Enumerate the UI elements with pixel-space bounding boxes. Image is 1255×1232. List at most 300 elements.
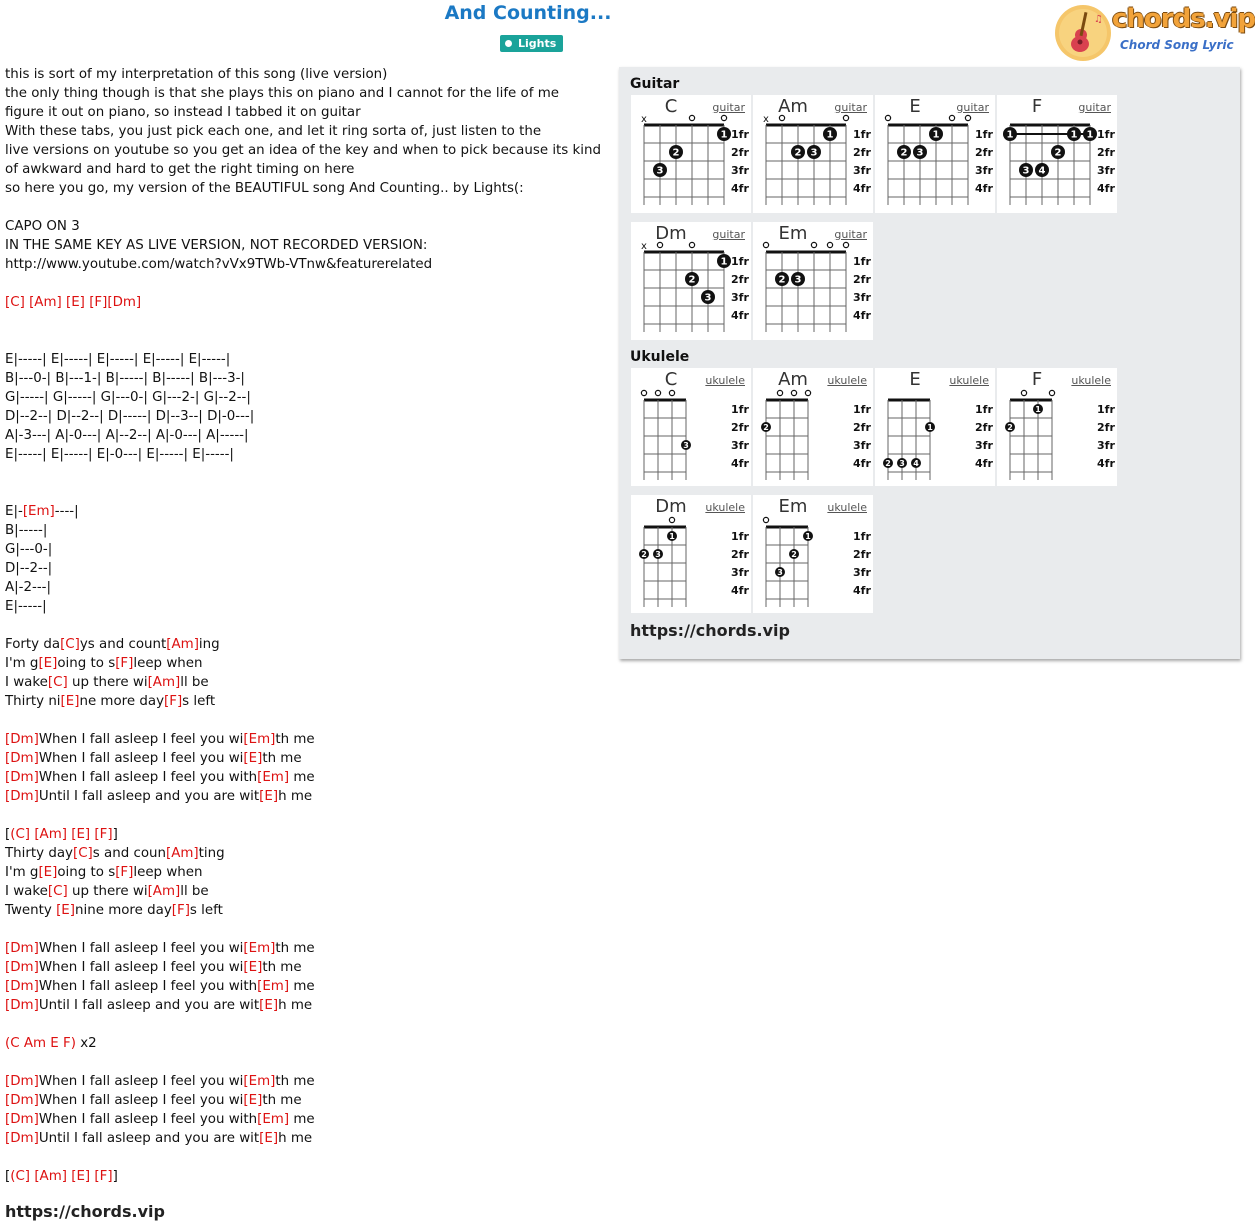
fretboard-diagram [631, 495, 751, 613]
chord-label[interactable]: [Am] [166, 846, 199, 861]
finger-number: 2 [794, 147, 802, 159]
open-string-marker [669, 390, 674, 395]
chord-name: F [1031, 369, 1043, 390]
open-string-marker [777, 390, 782, 395]
song-line [5, 1053, 601, 1072]
chord-label[interactable]: [E] [71, 827, 91, 842]
fret-number-label: 1fr [975, 128, 993, 141]
lyric-text: ] [112, 1169, 118, 1184]
chord-label[interactable]: [Am] [34, 827, 67, 842]
finger-number: 1 [927, 422, 933, 432]
fret-number-label: 4fr [975, 182, 993, 195]
chord-label[interactable]: [Dm] [5, 1131, 39, 1146]
song-line [5, 179, 601, 198]
lyric-text: me [289, 1112, 315, 1127]
song-line [5, 578, 601, 597]
lyric-text: leep when [133, 656, 203, 671]
chord-label[interactable]: [Em] [243, 732, 276, 747]
lyric-text: When I fall asleep I feel you wi [38, 1074, 244, 1089]
lyric-text: leep when [133, 865, 203, 880]
lyric-text: [ [5, 1169, 11, 1184]
fretboard-diagram [753, 95, 873, 213]
fret-number-label: 3fr [1097, 439, 1115, 452]
site-logo[interactable] [1054, 2, 1255, 64]
lyric-text: h me [278, 998, 313, 1013]
open-string-marker [949, 115, 954, 120]
song-line [5, 407, 601, 426]
chord-label[interactable]: [Em] [22, 504, 55, 519]
open-string-marker [1049, 390, 1054, 395]
chord-label[interactable]: [C] [60, 637, 80, 652]
lyric-text: CAPO ON 3 [5, 219, 80, 234]
chord-label[interactable]: [Am] [29, 295, 62, 310]
song-line [5, 122, 601, 141]
panel-url[interactable]: https://chords.vip [630, 621, 790, 640]
chord-name: E [909, 96, 921, 117]
ukulele-section-label: Ukulele [630, 349, 690, 365]
song-line [5, 103, 601, 122]
fret-number-label: 3fr [853, 291, 871, 304]
song-line [5, 1072, 601, 1091]
chord-diagram-am-guitar[interactable] [753, 95, 873, 213]
lyric-text: When I fall asleep I feel you with [38, 1112, 258, 1127]
guitar-section-label: Guitar [630, 76, 680, 92]
fret-number-label: 4fr [975, 457, 993, 470]
chord-diagram-e-guitar[interactable] [875, 95, 995, 213]
chord-label[interactable]: [Am] [147, 675, 181, 690]
chord-label[interactable]: [Dm] [5, 732, 39, 747]
song-line [5, 274, 601, 293]
fret-number-label: 4fr [731, 584, 749, 597]
instrument-link[interactable]: guitar [834, 228, 867, 241]
finger-number: 3 [683, 440, 689, 450]
fret-number-label: 4fr [853, 584, 871, 597]
instrument-link[interactable]: guitar [956, 101, 989, 114]
lyric-text: x2 [75, 1036, 97, 1051]
song-line [5, 1034, 601, 1053]
fret-number-label: 4fr [731, 309, 749, 322]
song-line [5, 464, 601, 483]
chord-label[interactable]: [F] [115, 656, 134, 671]
open-string-marker [669, 517, 674, 522]
chord-label[interactable]: [Dm] [5, 941, 39, 956]
muted-string-marker: x [763, 114, 769, 125]
chord-label[interactable]: (C] [10, 827, 31, 842]
fretboard-diagram [753, 495, 873, 613]
finger-number: 2 [1054, 147, 1062, 159]
chord-name: C [664, 369, 678, 390]
lyric-text: this is sort of my interpretation of this song (live version) [5, 67, 388, 82]
fret-number-label: 2fr [731, 421, 749, 434]
footer-url[interactable]: https://chords.vip [5, 1202, 165, 1221]
song-line [5, 559, 601, 578]
chord-label[interactable]: [Am] [166, 637, 199, 652]
user-icon [505, 40, 512, 47]
open-string-marker [827, 242, 832, 247]
song-line [5, 312, 601, 331]
open-string-marker [689, 115, 694, 120]
song-line [5, 730, 601, 749]
lyric-text: th me [262, 751, 302, 766]
lyric-text: th me [262, 960, 302, 975]
chord-label[interactable]: [Dm] [5, 960, 39, 975]
lyric-text: E|-----| [5, 599, 47, 614]
instrument-link[interactable]: ukulele [949, 374, 989, 387]
fret-number-label: 2fr [731, 146, 749, 159]
lyric-text: of awkward and hard to get the right timing on here [5, 162, 355, 177]
fret-number-label: 4fr [731, 182, 749, 195]
lyric-text: ting [198, 846, 225, 861]
chord-label[interactable]: [C] [5, 295, 25, 310]
chord-label[interactable]: [E] [38, 865, 58, 880]
fret-number-label: 3fr [853, 566, 871, 579]
chord-label[interactable]: [F] [115, 865, 134, 880]
lyric-text: D|--2--| [5, 561, 53, 576]
fret-number-label: 2fr [975, 421, 993, 434]
artist-name[interactable]: Lights [518, 37, 557, 50]
song-line [5, 293, 601, 312]
chord-diagram-c-guitar[interactable] [631, 95, 751, 213]
chord-label[interactable]: [Em] [257, 979, 290, 994]
open-string-marker [1021, 390, 1026, 395]
instrument-link[interactable]: ukulele [1071, 374, 1111, 387]
chord-label[interactable]: [E] [243, 960, 263, 975]
chord-label[interactable]: [E] [66, 295, 85, 310]
song-line [5, 521, 601, 540]
lyric-text: When I fall asleep I feel you wi [38, 941, 244, 956]
chord-label[interactable]: [C] [47, 884, 68, 899]
muted-string-marker: x [641, 114, 647, 125]
finger-number: 3 [1022, 165, 1030, 177]
fret-number-label: 1fr [731, 403, 749, 416]
song-line [5, 749, 601, 768]
lyric-text: When I fall asleep I feel you with [38, 770, 258, 785]
song-line [5, 768, 601, 787]
chord-label[interactable]: [E] [243, 751, 263, 766]
chord-label[interactable]: [C] [47, 675, 68, 690]
chord-diagram-f-guitar[interactable] [997, 95, 1117, 213]
fret-number-label: 2fr [853, 273, 871, 286]
lyric-text: ----| [54, 504, 79, 519]
lyric-text: D|--2--| D|--2--| D|-----| D|--3--| D|-0---| [5, 409, 255, 424]
fret-number-label: 1fr [731, 128, 749, 141]
finger-number: 2 [778, 274, 786, 286]
open-string-marker [657, 242, 662, 247]
song-title[interactable]: And Counting... [444, 2, 612, 24]
fret-number-label: 4fr [853, 182, 871, 195]
finger-number: 3 [704, 292, 712, 304]
chord-label[interactable]: [F] [94, 827, 113, 842]
chord-diagram-em-ukulele[interactable] [753, 495, 873, 613]
chord-label[interactable]: [F] [164, 694, 183, 709]
lyric-text: G|---0-| [5, 542, 53, 557]
song-line [5, 160, 601, 179]
lyric-text: E|-----| E|-----| E|-0---| E|-----| E|-----| [5, 447, 234, 462]
lyric-text: E|-----| E|-----| E|-----| E|-----| E|-----| [5, 352, 231, 367]
lyric-text: [ [5, 827, 11, 842]
finger-number: 3 [794, 274, 802, 286]
open-string-marker [843, 242, 848, 247]
finger-number: 4 [1038, 165, 1046, 177]
song-line [5, 939, 601, 958]
lyric-text: I'm g [5, 656, 39, 671]
finger-number: 4 [913, 458, 919, 468]
song-line [5, 692, 601, 711]
chord-name: Am [778, 369, 808, 390]
chord-label[interactable]: [E] [60, 694, 80, 709]
lyric-text: When I fall asleep I feel you wi [38, 1093, 244, 1108]
lyric-text: h me [278, 789, 313, 804]
song-line [5, 198, 601, 217]
open-string-marker [811, 242, 816, 247]
open-string-marker [843, 115, 848, 120]
lyric-text: With these tabs, you just pick each one, and let it ring sorta of, just listen to the [5, 124, 542, 139]
lyric-text: nine more day [75, 903, 172, 918]
song-line [5, 882, 601, 901]
chord-label[interactable]: [Dm] [5, 998, 39, 1013]
fret-number-label: 4fr [853, 309, 871, 322]
lyric-text: IN THE SAME KEY AS LIVE VERSION, NOT RECORDED VERSION: [5, 238, 428, 253]
finger-number: 2 [900, 147, 908, 159]
lyric-text: Twenty [5, 903, 57, 918]
chord-label[interactable]: [Dm] [5, 979, 39, 994]
finger-number: 1 [826, 129, 834, 141]
finger-number: 1 [720, 129, 728, 141]
chords-panel [619, 67, 1240, 659]
song-line [5, 920, 601, 939]
open-string-marker [763, 517, 768, 522]
lyric-text: A|-2---| [5, 580, 52, 595]
open-string-marker [779, 115, 784, 120]
chord-label[interactable]: [Dm] [5, 1093, 39, 1108]
instrument-link[interactable]: ukulele [705, 501, 745, 514]
lyric-text: A|-3---| A|-0---| A|--2--| A|-0---| A|-----| [5, 428, 249, 443]
chord-label[interactable]: [E] [38, 656, 58, 671]
instrument-link[interactable]: guitar [712, 228, 745, 241]
chord-label[interactable]: [E] [243, 1093, 263, 1108]
chord-label[interactable]: [F] [89, 295, 108, 310]
chord-name: Em [778, 223, 808, 244]
chord-name: C [664, 96, 678, 117]
lyric-text: th me [262, 1093, 302, 1108]
song-line [5, 1129, 601, 1148]
song-line [5, 483, 601, 502]
lyric-text: When I fall asleep I feel you with [38, 979, 258, 994]
finger-number: 1 [720, 256, 728, 268]
song-line [5, 654, 601, 673]
chord-label[interactable]: [Em] [243, 1074, 276, 1089]
muted-string-marker: x [641, 241, 647, 252]
chord-label[interactable]: [Dm] [5, 1112, 39, 1127]
lyric-text: ne more day [79, 694, 165, 709]
chord-diagram-em-guitar[interactable] [753, 222, 873, 340]
fret-number-label: 3fr [975, 164, 993, 177]
chord-label[interactable]: [E] [259, 789, 279, 804]
chord-label[interactable]: [F] [94, 1169, 113, 1184]
chord-diagram-e-ukulele[interactable] [875, 368, 995, 486]
chord-label[interactable]: [Am] [147, 884, 181, 899]
chord-diagram-am-ukulele[interactable] [753, 368, 873, 486]
finger-number: 1 [1070, 129, 1078, 141]
lyric-text: E|- [5, 504, 23, 519]
chord-label[interactable]: [Dm] [5, 789, 39, 804]
finger-number: 1 [1006, 129, 1014, 141]
lyric-text: th me [275, 1074, 315, 1089]
fretboard-diagram [997, 95, 1117, 213]
lyric-text: Until I fall asleep and you are wit [38, 1131, 260, 1146]
song-line [5, 540, 601, 559]
chord-diagram-c-ukulele[interactable] [631, 368, 751, 486]
chord-label[interactable]: [C] [72, 846, 93, 861]
song-line [5, 711, 601, 730]
chord-label[interactable]: (C] [10, 1169, 31, 1184]
fret-number-label: 1fr [853, 255, 871, 268]
open-string-marker [689, 242, 694, 247]
lyric-text: s left [182, 694, 216, 709]
song-line [5, 806, 601, 825]
lyric-text: figure it out on piano, so instead I tabbed it on guitar [5, 105, 361, 120]
guitar-logo-icon [1054, 2, 1114, 62]
instrument-link[interactable]: guitar [712, 101, 745, 114]
fret-number-label: 1fr [731, 530, 749, 543]
open-string-marker [721, 115, 726, 120]
song-line [5, 1110, 601, 1129]
lyric-text: so here you go, my version of the BEAUTIFUL song And Counting.. by Lights(: [5, 181, 524, 196]
song-line [5, 597, 601, 616]
song-line [5, 369, 601, 388]
fretboard-diagram [875, 368, 995, 486]
lyric-text: Thirty day [5, 846, 73, 861]
lyric-text: ll be [180, 884, 209, 899]
chord-label[interactable]: [F] [171, 903, 190, 918]
open-string-marker [655, 390, 660, 395]
lyric-text: live versions on youtube so you get an idea of the key and when to pick because its kind [5, 143, 601, 158]
fretboard-diagram [997, 368, 1117, 486]
song-line [5, 445, 601, 464]
fret-number-label: 2fr [1097, 421, 1115, 434]
chord-label[interactable]: [E] [71, 1169, 91, 1184]
instrument-link[interactable]: ukulele [705, 374, 745, 387]
finger-number: 2 [885, 458, 891, 468]
fret-number-label: 2fr [853, 548, 871, 561]
chord-label[interactable]: [E] [259, 1131, 279, 1146]
lyric-text: Thirty ni [5, 694, 61, 709]
lyric-text: th me [275, 941, 315, 956]
finger-number: 1 [932, 129, 940, 141]
finger-number: 1 [1086, 129, 1094, 141]
fretboard-diagram [631, 95, 751, 213]
lyric-text: B|-----| [5, 523, 48, 538]
fret-number-label: 1fr [853, 530, 871, 543]
chord-label[interactable]: [Dm] [5, 770, 39, 785]
song-line [5, 1015, 601, 1034]
lyric-text: I wake [5, 675, 48, 690]
lyric-text: the only thing though is that she plays this on piano and I cannot for the life of me [5, 86, 559, 101]
song-line [5, 616, 601, 635]
song-line [5, 350, 601, 369]
svg-text:♫: ♫ [1094, 14, 1103, 25]
lyric-text: ] [112, 827, 118, 842]
instrument-link[interactable]: ukulele [827, 501, 867, 514]
song-line [5, 255, 601, 274]
fretboard-diagram [753, 368, 873, 486]
fretboard-diagram [753, 222, 873, 340]
fret-number-label: 3fr [731, 566, 749, 579]
chord-name: Em [778, 496, 808, 517]
fret-number-label: 3fr [975, 439, 993, 452]
song-line [5, 65, 601, 84]
open-string-marker [763, 242, 768, 247]
lyric-text: http://www.youtube.com/watch?vVx9TWb-VTnw&featurerelated [5, 257, 433, 272]
lyric-text: oing to s [57, 656, 116, 671]
fretboard-diagram [875, 95, 995, 213]
fret-number-label: 4fr [1097, 457, 1115, 470]
artist-badge[interactable] [500, 35, 563, 52]
song-line [5, 141, 601, 160]
chord-label[interactable]: [Am] [34, 1169, 67, 1184]
chord-diagram-dm-guitar[interactable] [631, 222, 751, 340]
lyric-text: ll be [180, 675, 209, 690]
lyric-text: oing to s [57, 865, 116, 880]
instrument-link[interactable]: ukulele [827, 374, 867, 387]
chord-label[interactable]: [Dm] [107, 295, 142, 310]
finger-number: 3 [656, 165, 664, 177]
fret-number-label: 3fr [731, 291, 749, 304]
song-line [5, 502, 601, 521]
chord-label[interactable]: [Em] [257, 1112, 290, 1127]
lyric-text: B|---0-| B|---1-| B|-----| B|-----| B|---3-| [5, 371, 245, 386]
chord-diagram-f-ukulele[interactable] [997, 368, 1117, 486]
logo-title: chords.vip [1112, 4, 1255, 34]
chord-name: Am [778, 96, 808, 117]
chord-name: F [1031, 96, 1043, 117]
finger-number: 3 [777, 567, 783, 577]
song-line [5, 388, 601, 407]
open-string-marker [791, 390, 796, 395]
chord-label[interactable]: [Dm] [5, 751, 39, 766]
chord-label[interactable]: [Em] [243, 941, 276, 956]
chord-label[interactable]: [Em] [257, 770, 290, 785]
lyric-text: up there wi [67, 884, 148, 899]
chord-label[interactable]: [Dm] [5, 1074, 39, 1089]
chord-label[interactable]: (C Am E F) [5, 1036, 76, 1051]
fret-number-label: 3fr [1097, 164, 1115, 177]
song-line [5, 825, 601, 844]
lyric-text: When I fall asleep I feel you wi [38, 960, 244, 975]
lyric-text: s and coun [92, 846, 166, 861]
fret-number-label: 2fr [731, 548, 749, 561]
chord-diagram-dm-ukulele[interactable] [631, 495, 751, 613]
instrument-link[interactable]: guitar [834, 101, 867, 114]
chord-name: E [909, 369, 921, 390]
lyric-text: G|-----| G|-----| G|---0-| G|---2-| G|--2--| [5, 390, 251, 405]
fret-number-label: 1fr [853, 128, 871, 141]
lyric-text: me [289, 979, 315, 994]
finger-number: 2 [641, 549, 647, 559]
song-line [5, 426, 601, 445]
finger-number: 3 [899, 458, 905, 468]
chord-name: Dm [655, 496, 687, 517]
chord-label[interactable]: [E] [259, 998, 279, 1013]
instrument-link[interactable]: guitar [1078, 101, 1111, 114]
lyric-text: s left [189, 903, 223, 918]
finger-number: 2 [688, 274, 696, 286]
song-sheet [5, 65, 601, 1186]
chord-label[interactable]: [E] [56, 903, 75, 918]
logo-subtitle: Chord Song Lyric [1120, 38, 1234, 52]
open-string-marker [965, 115, 970, 120]
lyric-text: Until I fall asleep and you are wit [38, 789, 260, 804]
